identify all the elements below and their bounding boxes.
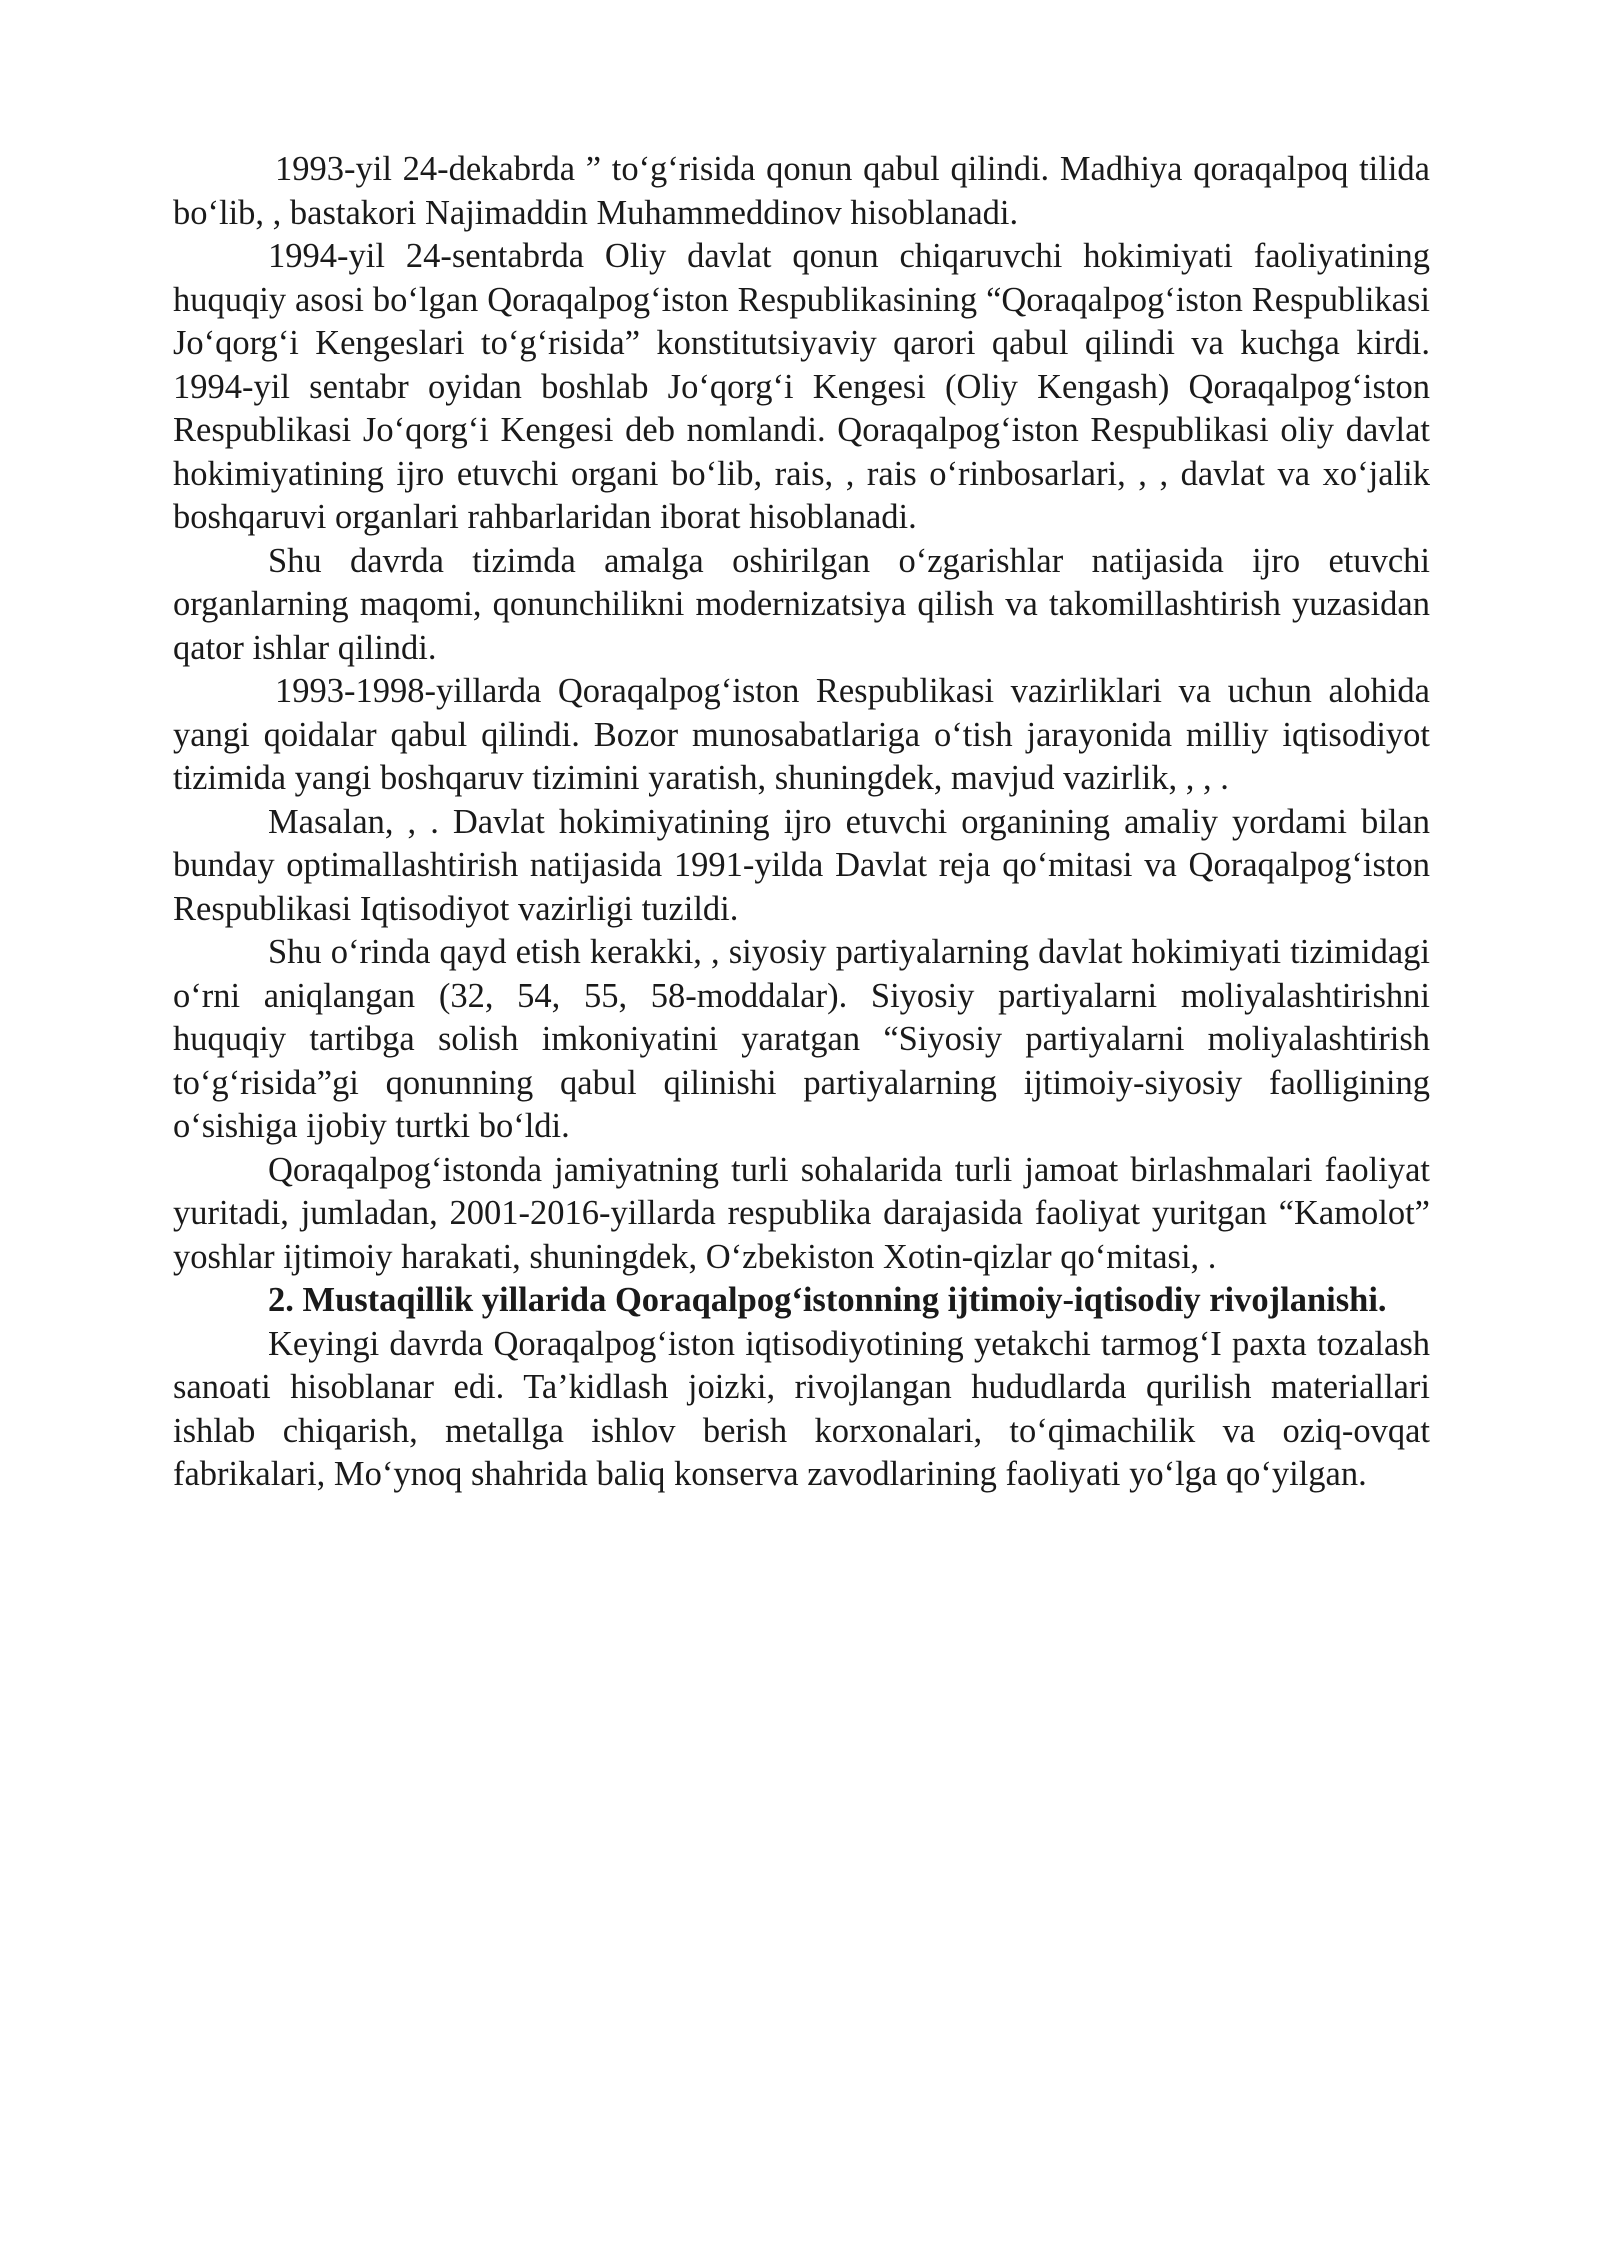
paragraph-ministries-rules: 1993-1998-yillarda Qoraqalpog‘iston Respublikasi vazirliklari va uchun alohida yangi qoidalar qabul qilindi. Bozor munosabatlariga o‘tish jarayonida milliy iqtisodiyot tizimida yangi boshqaruv tizimini yaratish, shuningdek, mavjud vazirlik, , , . (173, 672, 1430, 797)
paragraph-economy: Keyingi davrda Qoraqalpog‘iston iqtisodiyotining yetakchi tarmog‘I paxta tozalash sanoati hisoblanar edi. Ta’kidlash joizki, rivojlangan hududlarda qurilish materiallari ishlab chiqarish, metallga ishlov berish korxonalari, to‘qimachilik va oziq-ovqat fabrikalari, Mo‘ynoq shahrida baliq konserva zavodlarining faoliyati yo‘lga qo‘yilgan. (173, 1324, 1430, 1493)
paragraph-optimization-example: Masalan, , . Davlat hokimiyatining ijro etuvchi organining amaliy yordami bilan bunday optimallashtirish natijasida 1991-yilda Davlat reja qo‘mitasi va Qoraqalpog‘iston Respublikasi Iqtisodiyot vazirligi tuzildi. (173, 802, 1430, 928)
document-body (173, 148, 1430, 1497)
paragraph-political-parties: Shu o‘rinda qayd etish kerakki, , siyosiy partiyalarning davlat hokimiyati tizimidagi o‘rni aniqlangan (32, 54, 55, 58-moddalar). Siyosiy partiyalarni moliyalashtirishni huquqiy tartibga solish imkoniyatini yaratgan “Siyosiy partiyalarni moliyalashtirish to‘g‘risida”gi qonunning qabul qilinishi partiyalarning ijtimoiy-siyosiy faolligining o‘sishiga ijobiy turtki bo‘ldi. (173, 933, 1430, 1145)
paragraph-executive-reforms: Shu davrda tizimda amalga oshirilgan o‘zgarishlar natijasida ijro etuvchi organlarning maqomi, qonunchilikni modernizatsiya qilish va takomillashtirish yuzasidan qator ishlar qilindi. (173, 541, 1430, 667)
section-heading: 2. Mustaqillik yillarida Qoraqalpog‘istonning ijtimoiy-iqtisodiy rivojlanishi. (268, 1281, 1387, 1319)
paragraph-jokargi-kenges: 1994-yil 24-sentabrda Oliy davlat qonun chiqaruvchi hokimiyati faoliyatining huquqiy asosi bo‘lgan Qoraqalpog‘iston Respublikasining “Qoraqalpog‘iston Respublikasi Jo‘qorg‘i Kengeslari to‘g‘risida” konstitutsiyaviy qarori qabul qilindi va kuchga kirdi. 1994-yil sentabr oyidan boshlab Jo‘qorg‘i Kengesi (Oliy Kengash) Qoraqalpog‘iston Respublikasi Jo‘qorg‘i Kengesi deb nomlandi. Qoraqalpog‘iston Respublikasi oliy davlat hokimiyatining ijro etuvchi organi bo‘lib, rais, , rais o‘rinbosarlari, , , davlat va xo‘jalik boshqaruvi organlari rahbarlaridan iborat hisoblanadi. (173, 237, 1430, 536)
paragraph-anthem-law: 1993-yil 24-dekabrda ” to‘g‘risida qonun qabul qilindi. Madhiya qoraqalpoq tilida bo‘lib, , bastakori Najimaddin Muhammeddinov hisoblanadi. (173, 150, 1430, 232)
paragraph-public-associations: Qoraqalpog‘istonda jamiyatning turli sohalarida turli jamoat birlashmalari faoliyat yuritadi, jumladan, 2001-2016-yillarda respublika darajasida faoliyat yuritgan “Kamolot” yoshlar ijtimoiy harakati, shuningdek, O‘zbekiston Xotin-qizlar qo‘mitasi, . (173, 1150, 1430, 1276)
